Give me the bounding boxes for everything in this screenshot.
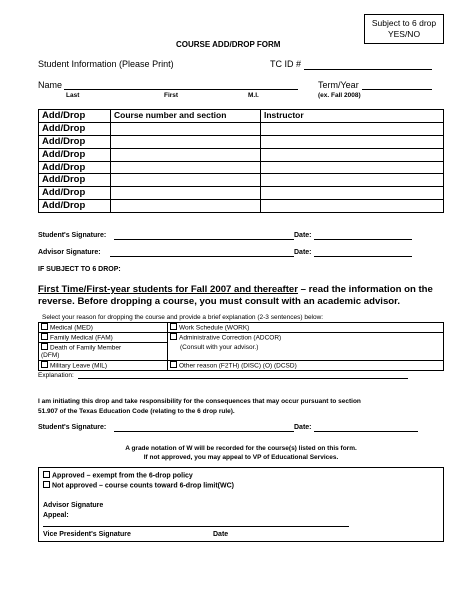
reason-mil[interactable] [39, 360, 168, 370]
add-drop-cell: Add/Drop [39, 161, 111, 174]
first-time-notice [38, 284, 448, 308]
add-drop-cell: Add/Drop [39, 135, 111, 148]
course-cell[interactable] [111, 174, 261, 187]
grade-note [38, 444, 444, 462]
instructor-cell[interactable] [261, 200, 444, 213]
term-year-field[interactable] [362, 89, 432, 90]
appeal-label: Appeal: [43, 512, 69, 519]
add-drop-cell: Add/Drop [39, 122, 111, 135]
instructor-cell[interactable] [261, 148, 444, 161]
student-date-label: Date: [294, 232, 312, 239]
reason-fam[interactable] [39, 333, 168, 343]
checkbox-icon[interactable] [170, 323, 177, 330]
grade-note-line1: A grade notation of W will be recorded for the course(s) listed on this form. [125, 445, 357, 452]
student-date-2-label: Date: [294, 424, 312, 431]
responsibility-text [38, 397, 448, 416]
subject-box-line2: YES/NO [387, 29, 421, 39]
checkbox-icon[interactable] [43, 471, 50, 478]
approved-label: Approved – exempt from the 6-drop policy [52, 472, 193, 480]
instructor-header: Instructor [261, 110, 444, 123]
student-info-label: Student Information (Please Print) [38, 59, 174, 69]
add-drop-cell: Add/Drop [39, 174, 111, 187]
course-number-header: Course number and section [111, 110, 261, 123]
checkbox-icon[interactable] [170, 333, 177, 340]
table-row [39, 323, 444, 333]
course-cell[interactable] [111, 122, 261, 135]
approved-option[interactable] [43, 471, 193, 480]
course-cell[interactable] [111, 148, 261, 161]
reason-work-label: Work Schedule (WORK) [179, 324, 250, 332]
table-row[interactable] [39, 122, 444, 135]
reason-adcor-note: (Consult with your advisor.) [180, 343, 259, 351]
instructor-cell[interactable] [261, 187, 444, 200]
student-signature-label: Student's Signature: [38, 232, 107, 239]
advisor-signature-label: Advisor Signature: [38, 249, 101, 256]
instructor-cell[interactable] [261, 174, 444, 187]
course-cell[interactable] [111, 200, 261, 213]
course-table [38, 109, 444, 213]
checkbox-icon[interactable] [41, 343, 48, 350]
vp-signature-label: Vice President's Signature [43, 531, 131, 538]
reason-fam-label: Family Medical (FAM) [50, 334, 113, 342]
checkbox-icon[interactable] [41, 333, 48, 340]
course-cell[interactable] [111, 187, 261, 200]
reason-dfm[interactable] [39, 343, 168, 361]
reason-other[interactable] [168, 360, 444, 370]
checkbox-icon[interactable] [43, 481, 50, 488]
name-mi-label: M.I. [248, 92, 259, 99]
first-time-rest: – read the information on the [298, 284, 433, 295]
form-title: COURSE ADD/DROP FORM [176, 40, 281, 49]
table-row[interactable] [39, 135, 444, 148]
reason-dfm-label: Death of Family Member [50, 344, 122, 352]
student-signature-field[interactable] [114, 239, 294, 240]
not-approved-label: Not approved – course counts toward 6-drop limit(WC) [52, 482, 235, 490]
reason-med-label: Medical (MED) [50, 324, 93, 332]
approval-box [38, 467, 444, 542]
subject-box-line1: Subject to 6 drop [371, 18, 437, 28]
responsibility-line2: 51.907 of the Texas Education Code (relating to the 6 drop rule). [38, 407, 235, 415]
subject-to-6-drop-box [364, 14, 444, 44]
tc-id-field[interactable] [304, 69, 432, 70]
not-approved-option[interactable] [43, 481, 234, 490]
add-drop-cell: Add/Drop [39, 110, 111, 123]
name-last-label: Last [66, 92, 80, 99]
instructor-cell[interactable] [261, 135, 444, 148]
term-example: (ex. Fall 2008) [318, 92, 361, 99]
advisor-date-field[interactable] [314, 256, 412, 257]
reason-prompt: Select your reason for dropping the course and provide a brief explanation (2-3 sentences) below: [42, 314, 324, 321]
reason-med[interactable] [39, 323, 168, 333]
tc-id-label: TC ID # [270, 59, 302, 69]
instructor-cell[interactable] [261, 161, 444, 174]
reason-dfm-code: (DFM) [41, 352, 60, 359]
table-row[interactable] [39, 187, 444, 200]
reason-work[interactable] [168, 323, 444, 333]
add-drop-cell: Add/Drop [39, 200, 111, 213]
table-row[interactable] [39, 200, 444, 213]
student-date-2-field[interactable] [314, 431, 418, 432]
responsibility-line1: I am initiating this drop and take responsibility for the consequences that may occur pursuant to section [38, 398, 361, 405]
explanation-field[interactable] [78, 378, 408, 379]
name-label: Name [38, 80, 63, 90]
student-signature-2-label: Student's Signature: [38, 424, 107, 431]
checkbox-icon[interactable] [41, 323, 48, 330]
advisor-date-label: Date: [294, 249, 312, 256]
appeal-signature-field[interactable] [43, 526, 349, 527]
advisor-signature-field[interactable] [110, 256, 294, 257]
table-row [39, 360, 444, 370]
reason-table [38, 322, 444, 371]
if-subject-heading: IF SUBJECT TO 6 DROP: [38, 266, 121, 273]
instructor-cell[interactable] [261, 122, 444, 135]
table-row[interactable] [39, 174, 444, 187]
checkbox-icon[interactable] [170, 361, 177, 368]
name-field[interactable] [64, 89, 298, 90]
advisor-signature-approval-label: Advisor Signature [43, 502, 104, 509]
reason-mil-label: Military Leave (MIL) [50, 362, 108, 369]
vp-date-label: Date [213, 531, 229, 538]
student-date-field[interactable] [314, 239, 412, 240]
grade-note-line2: If not approved, you may appeal to VP of Educational Services. [143, 454, 339, 461]
first-time-underlined: First Time/First-year students for Fall 2007 and thereafter [38, 284, 299, 295]
reason-adcor[interactable] [168, 333, 444, 361]
student-signature-2-field[interactable] [114, 431, 294, 432]
table-row[interactable] [39, 148, 444, 161]
first-time-line2: reverse. Before dropping a course, you must consult with an academic advisor. [38, 296, 401, 307]
reason-other-label: Other reason (F2TH) (DISC) (O) (DCSD) [179, 362, 297, 369]
reason-adcor-label: Administrative Correction (ADCOR) [179, 334, 282, 342]
table-row[interactable] [39, 161, 444, 174]
add-drop-cell: Add/Drop [39, 148, 111, 161]
table-row [39, 110, 444, 123]
checkbox-icon[interactable] [41, 361, 48, 368]
course-cell[interactable] [111, 135, 261, 148]
add-drop-cell: Add/Drop [39, 187, 111, 200]
name-first-label: First [164, 92, 179, 99]
explanation-label: Explanation: [38, 372, 74, 379]
term-year-label: Term/Year [318, 80, 359, 90]
table-row [39, 333, 444, 343]
course-cell[interactable] [111, 161, 261, 174]
